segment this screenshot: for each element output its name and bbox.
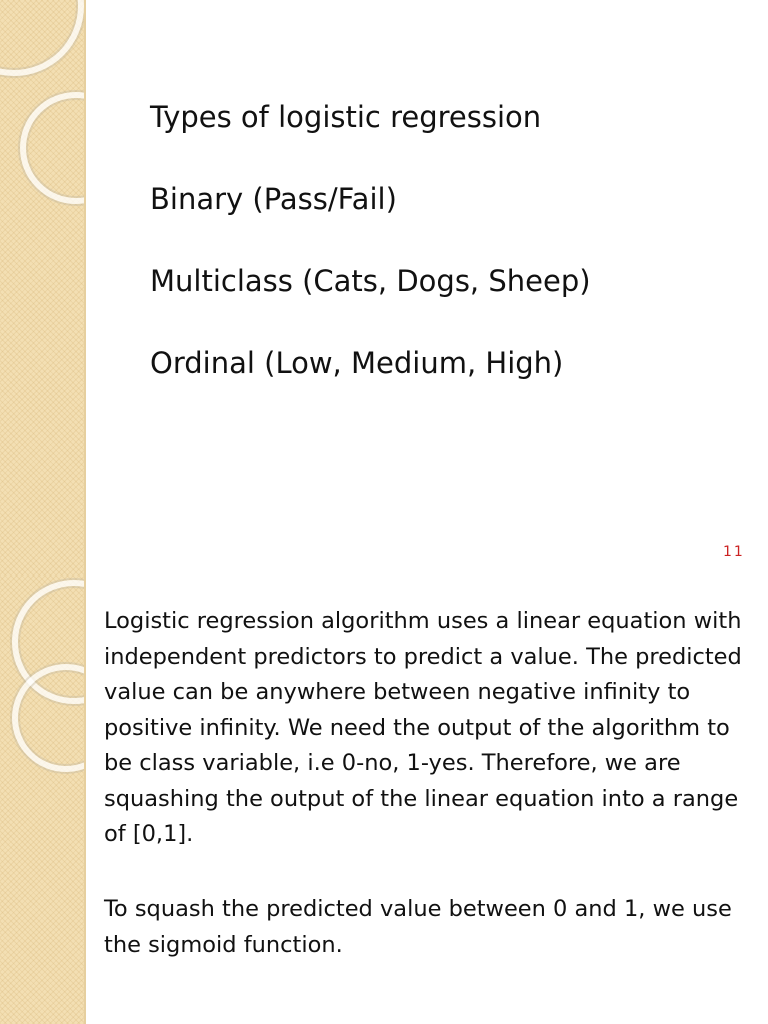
decorative-side-panel [0, 0, 86, 576]
slide-heading: Types of logistic regression [150, 100, 542, 134]
slide-number: 11 [723, 544, 745, 560]
explanation-paragraph: Logistic regression algorithm uses a linear equation with independent predictors to predict a value. The predicted value can be anywhere between negative infinity to positive infinity. We need the output of the algorithm to be class variable, i.e 0-no, 1-yes. Therefore, we are squashing the output of the linear equation into a range of [0,1]. [104, 608, 742, 847]
sigmoid-paragraph: To squash the predicted value between 0 and 1, we use the sigmoid function. [104, 896, 732, 958]
type-multiclass: Multiclass (Cats, Dogs, Sheep) [150, 264, 591, 298]
decorative-ring-icon [12, 664, 86, 772]
decorative-ring-icon [20, 92, 86, 204]
type-binary: Binary (Pass/Fail) [150, 182, 397, 216]
slide-logistic-regression-explanation [0, 576, 768, 1024]
decorative-ring-icon [0, 0, 84, 76]
decorative-side-panel [0, 576, 86, 1024]
type-ordinal: Ordinal (Low, Medium, High) [150, 346, 564, 380]
